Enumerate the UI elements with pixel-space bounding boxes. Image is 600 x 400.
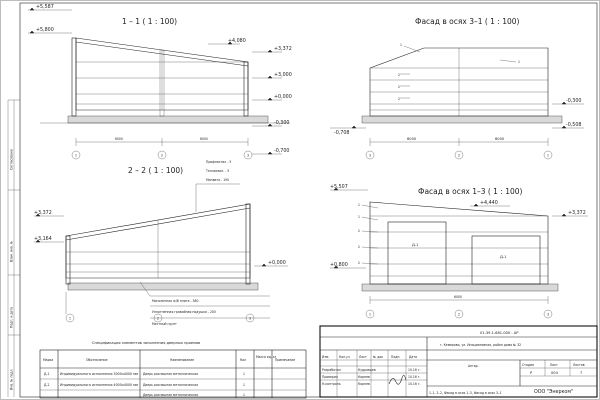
sign-date-2: 10.16 г. xyxy=(408,375,421,379)
company-name: ООО "Энерком" xyxy=(534,390,574,395)
floor-layer-2: Уплотненная гравийная подушка - 200 xyxy=(152,310,216,314)
level-zero: +0,000 xyxy=(274,95,292,100)
axis-3: 3 xyxy=(369,153,371,158)
door-tag-right: Д-1 xyxy=(500,255,507,259)
ground-strip xyxy=(68,116,268,123)
level-minus-300: -0,300 xyxy=(274,121,290,126)
header-list: Лист xyxy=(359,355,367,359)
callout-2a: 2 xyxy=(398,73,400,77)
roof-layer-1: Профнастил - 5 xyxy=(206,160,232,164)
axis-1: 1 xyxy=(69,316,71,321)
level-minus-708: -0,708 xyxy=(334,131,350,136)
section-1-1 xyxy=(28,4,292,159)
header-date: Дата xyxy=(409,355,418,359)
level-minus-508: -0,508 xyxy=(566,123,582,128)
spec-row-qty: 1 xyxy=(243,393,245,397)
level-3372: +3,372 xyxy=(34,211,52,216)
callout-2c: 2 xyxy=(398,97,400,101)
axis-1: 1 xyxy=(369,312,371,317)
callout-2a: 2 xyxy=(358,229,360,233)
level-minus-700: -0,700 xyxy=(274,149,290,154)
level-4440: +4,440 xyxy=(480,201,498,206)
stage-header: Стадия xyxy=(522,363,534,367)
sign-role-1: Разработал xyxy=(322,368,341,372)
spec-header-qty: Кол xyxy=(240,358,247,362)
left-strip xyxy=(8,100,20,397)
spec-header-designation: Обозначение xyxy=(86,358,108,362)
axis-2: 2 xyxy=(157,316,159,321)
strip-approved: Согласовано xyxy=(9,149,14,170)
ground-strip xyxy=(68,283,258,290)
facade-1-3 xyxy=(330,184,588,318)
sheet-header: Лист xyxy=(550,363,558,367)
object-name: Ангар. xyxy=(468,364,479,368)
spec-header-mark: Марка xyxy=(43,358,54,362)
strip-inventory-no: Инв. № подл. xyxy=(9,368,14,390)
ground-strip xyxy=(362,284,558,291)
callout-1b: 1 xyxy=(518,60,520,64)
callout-1a: 1 xyxy=(358,203,360,207)
axis-1: 1 xyxy=(75,153,77,158)
callout-2c: 2 xyxy=(358,261,360,265)
spec-row-mark: Д-2 xyxy=(44,383,50,387)
dim-span-1: 6000 xyxy=(407,137,417,141)
section-1-1-title: 1 – 1 ( 1 : 100) xyxy=(122,17,178,26)
sheets-header: Листов xyxy=(573,363,585,367)
object-address: г. Кемерово, ул. Инициативная, район дома № 32 xyxy=(440,343,522,347)
stage-value: Р xyxy=(530,371,533,375)
sign-role-3: Н.контроль xyxy=(322,382,341,386)
title-block xyxy=(320,326,597,397)
sheet-value: 004 xyxy=(551,371,558,375)
level-5507: +5,507 xyxy=(330,185,348,190)
header-doc-no: № док xyxy=(373,355,384,359)
spec-row-name: Дверь распашная металлическая xyxy=(143,372,198,376)
level-minus-300: -0,300 xyxy=(566,99,582,104)
spec-header-note: Примечание xyxy=(275,358,296,362)
callout-1b: 1 xyxy=(358,215,360,219)
sign-name-3: Корнев xyxy=(358,382,370,386)
sign-date-1: 10.16 г. xyxy=(408,368,421,372)
axis-2: 2 xyxy=(458,312,460,317)
spec-title: Спецификация элементов заполнения дверных проемов xyxy=(92,341,201,345)
sign-role-2: Проверил xyxy=(322,375,338,379)
spec-header-name: Наименование xyxy=(170,358,195,362)
spec-row-designation: Индивидуального исполнения 4000х4000 мм xyxy=(60,383,139,387)
dim-span-2: 6000 xyxy=(495,137,505,141)
sign-date-3: 10.16 г. xyxy=(408,382,421,386)
level-3000: +3,000 xyxy=(274,73,292,78)
section-2-2 xyxy=(34,160,288,326)
doc-code: 01-39.1-681-000 - АР xyxy=(480,331,519,335)
callout-2b: 2 xyxy=(398,85,400,89)
door-tag-left: Д-1 xyxy=(412,243,419,247)
spec-row-designation: Индивидуального исполнения 3000х4000 мм xyxy=(60,372,139,376)
level-3372: +3,372 xyxy=(568,211,586,216)
dim-span-2: 6000 xyxy=(200,137,208,141)
sign-name-2: Корнев xyxy=(358,375,370,379)
spec-header-mass: Масса ед. кг xyxy=(256,355,277,359)
axis-2: 2 xyxy=(458,153,460,158)
section-2-2-title: 2 – 2 ( 1 : 100) xyxy=(128,166,184,175)
level-eave-right: +3,372 xyxy=(274,47,292,52)
sheet-description: 1–1, 2–2, Фасад в осях 1–3, Фасад в осях 3–1 xyxy=(429,391,502,395)
door-d1-left xyxy=(388,222,446,284)
sheets-value: 7 xyxy=(580,371,583,375)
header-izm: Изм. xyxy=(322,355,330,359)
facade-outline xyxy=(370,202,548,284)
axis-3: 3 xyxy=(547,312,549,317)
facade-3-1 xyxy=(330,17,584,159)
facade-3-1-title: Фасад в осях 3–1 ( 1 : 100) xyxy=(415,17,520,26)
level-800: +0,800 xyxy=(330,263,348,268)
header-kol-uch: Кол.уч xyxy=(339,355,350,359)
level-top: +5,587 xyxy=(36,5,54,10)
floor-layer-1: Монолитная ж/б плита - 380 xyxy=(152,299,199,303)
floor-layer-3: Местный грунт xyxy=(152,322,177,326)
spec-row-name: Дверь распашная металлическая xyxy=(143,393,198,397)
level-zero: +0,000 xyxy=(268,261,286,266)
ground-strip xyxy=(362,116,562,123)
roof-layer-3: Минвата - 190 xyxy=(206,178,230,182)
axis-3: 3 xyxy=(249,316,251,321)
roof-layer-2: Теплоизол. - 5 xyxy=(206,169,230,173)
strip-sign-date: Подп. и дата xyxy=(9,306,14,328)
spec-row-qty: 1 xyxy=(243,383,245,387)
level-ridge-mid: +4,080 xyxy=(228,39,246,44)
spec-row-qty: 1 xyxy=(243,372,245,376)
spec-row-name: Дверь распашная металлическая xyxy=(143,383,198,387)
axis-3: 3 xyxy=(247,153,249,158)
sign-name-1: Кудрявцев xyxy=(358,368,376,372)
door-d1-right xyxy=(472,236,540,284)
facade-1-3-title: Фасад в осях 1–3 ( 1 : 100) xyxy=(418,187,523,196)
axis-1: 1 xyxy=(547,153,549,158)
spec-table xyxy=(40,341,306,398)
spec-row-mark: Д-1 xyxy=(44,372,50,376)
callout-1a: 1 xyxy=(400,43,402,47)
level-eave-left: +5,800 xyxy=(36,28,54,33)
callout-2b: 2 xyxy=(358,245,360,249)
level-3164: +3,164 xyxy=(34,237,52,242)
axis-2: 2 xyxy=(161,153,163,158)
header-sign: Подп. xyxy=(391,355,401,359)
dim-total: 6000 xyxy=(454,295,462,299)
strip-replacement-no: Взам. инв. № xyxy=(9,240,14,262)
dim-span-1: 6000 xyxy=(115,137,123,141)
outer-border xyxy=(1,1,600,400)
